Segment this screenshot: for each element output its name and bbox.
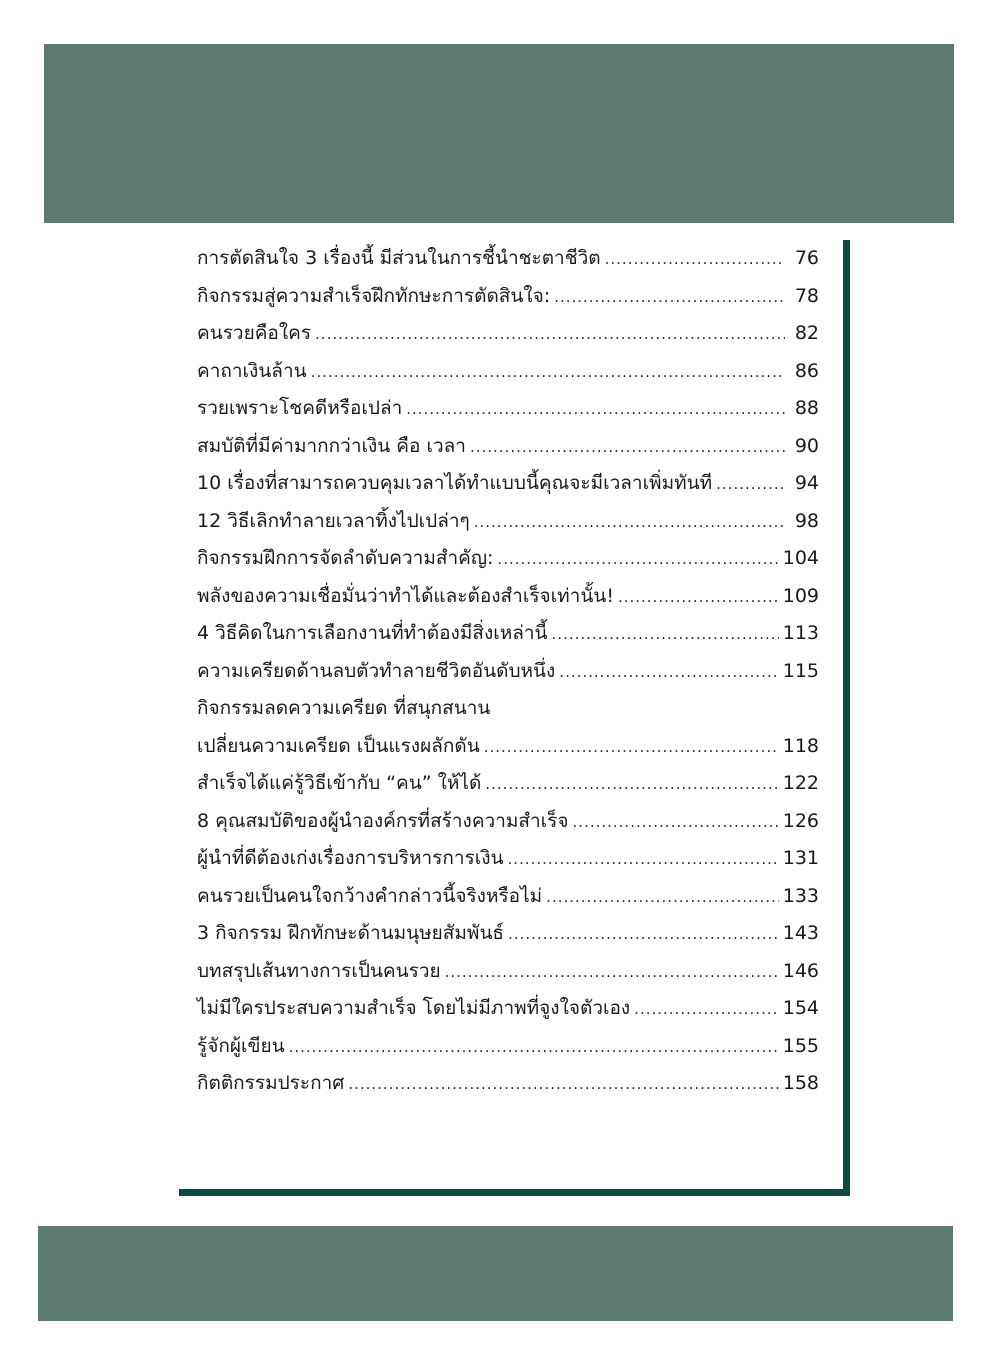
- toc-dot-leader: [634, 991, 779, 1029]
- toc-entry-page: 98: [794, 509, 819, 532]
- toc-entry-page: 131: [782, 847, 819, 869]
- frame-bottom-border: [179, 1189, 850, 1196]
- toc-entry-title: 4 วิธีคิดในการเลือกงานที่ทำต้องมีสิ่งเหล่านี้: [197, 622, 548, 644]
- toc-dot-leader: [315, 316, 785, 354]
- toc-entry-page: 154: [782, 997, 819, 1019]
- toc-entry[interactable]: [197, 878, 819, 916]
- toc-dot-leader: [552, 616, 779, 654]
- toc-entry-title: คนรวยเป็นคนใจกว้างคำกล่าวนี้จริงหรือไม่: [197, 884, 543, 907]
- toc-dot-leader: [289, 1029, 779, 1067]
- header-band: [44, 44, 954, 223]
- toc-dot-leader: [497, 541, 778, 579]
- toc-entry-title: กิจกรรมสู่ความสำเร็จฝึกทักษะการตัดสินใจ:: [197, 284, 551, 307]
- toc-dot-leader: [311, 354, 785, 392]
- toc-dot-leader: [559, 654, 778, 692]
- toc-entry-page: 143: [782, 922, 819, 944]
- toc-entry-page: 109: [782, 584, 819, 607]
- toc-entry-page: 78: [794, 284, 819, 307]
- toc-dot-leader: [484, 729, 779, 767]
- toc-dot-leader: [485, 766, 778, 804]
- toc-dot-leader: [470, 429, 785, 467]
- toc-dot-leader: [508, 841, 779, 879]
- toc-dot-leader: [445, 954, 779, 992]
- toc-dot-leader: [348, 1066, 778, 1104]
- toc-entry[interactable]: [197, 990, 819, 1028]
- toc-entry-title: คนรวยคือใคร: [197, 322, 312, 344]
- toc-dot-leader: [605, 241, 785, 279]
- toc-entry-page: 118: [782, 734, 819, 757]
- toc-entry-title: สำเร็จได้แค่รู้วิธีเข้ากับ “คน” ให้ได้: [197, 772, 482, 794]
- toc-entry[interactable]: [197, 315, 819, 353]
- toc-entry-title: ความเครียดด้านลบตัวทำลายชีวิตอันดับหนึ่ง: [197, 659, 556, 682]
- table-of-contents: [197, 240, 819, 1103]
- toc-entry-page: 155: [782, 1034, 819, 1057]
- toc-entry[interactable]: [197, 765, 819, 803]
- toc-entry[interactable]: [197, 578, 819, 616]
- toc-entry-page: 82: [794, 322, 819, 344]
- toc-entry-title: พลังของความเชื่อมั่นว่าทำได้และต้องสำเร็จเท่านั้น!: [197, 584, 614, 607]
- toc-dot-leader: [554, 279, 785, 317]
- toc-entry[interactable]: [197, 240, 819, 278]
- toc-entry-title: 12 วิธีเลิกทำลายเวลาทิ้งไปเปล่าๆ: [197, 509, 470, 532]
- toc-entry[interactable]: [197, 615, 819, 653]
- toc-entry-title: กิตติกรรมประกาศ: [197, 1072, 345, 1094]
- toc-entry-page: 76: [794, 247, 819, 269]
- toc-entry-title: เปลี่ยนความเครียด เป็นแรงผลักดัน: [197, 734, 480, 757]
- toc-dot-leader: [618, 579, 779, 617]
- toc-dot-leader: [474, 504, 785, 542]
- toc-entry-title: การตัดสินใจ 3 เรื่องนี้ มีส่วนในการชี้นำชะตาชีวิต: [197, 247, 601, 269]
- toc-entry-page: 115: [782, 659, 819, 682]
- toc-entry[interactable]: [197, 728, 819, 766]
- toc-entry-title: คาถาเงินล้าน: [197, 359, 307, 382]
- toc-entry[interactable]: [197, 1065, 819, 1103]
- toc-entry-page: 104: [782, 547, 819, 569]
- toc-entry-title: 10 เรื่องที่สามารถควบคุมเวลาได้ทำแบบนี้คุณจะมีเวลาเพิ่มทันที: [197, 472, 713, 494]
- toc-entry[interactable]: [197, 1028, 819, 1066]
- toc-entry-page: 86: [794, 359, 819, 382]
- toc-dot-leader: [406, 391, 785, 429]
- toc-entry-title: รวยเพราะโชคดีหรือเปล่า: [197, 397, 403, 419]
- toc-entry-page: 133: [782, 884, 819, 907]
- footer-band: [38, 1226, 953, 1321]
- toc-entry-page: 158: [782, 1072, 819, 1094]
- toc-dot-leader: [716, 466, 785, 504]
- toc-entry-title: บทสรุปเส้นทางการเป็นคนรวย: [197, 959, 441, 982]
- toc-entry[interactable]: [197, 278, 819, 316]
- toc-entry-title: 3 กิจกรรม ฝึกทักษะด้านมนุษยสัมพันธ์: [197, 922, 505, 944]
- toc-entry[interactable]: [197, 353, 819, 391]
- toc-entry-page: 146: [782, 959, 819, 982]
- toc-entry[interactable]: [197, 428, 819, 466]
- toc-entry[interactable]: [197, 803, 819, 841]
- toc-entry-page: 90: [794, 434, 819, 457]
- toc-entry[interactable]: [197, 840, 819, 878]
- toc-entry-page: 113: [782, 622, 819, 644]
- toc-entry-title: รู้จักผู้เขียน: [197, 1034, 285, 1057]
- toc-entry-page: 122: [782, 772, 819, 794]
- toc-entry[interactable]: [197, 540, 819, 578]
- toc-dot-leader: [573, 804, 779, 842]
- frame-right-border: [843, 240, 850, 1196]
- toc-dot-leader: [508, 916, 779, 954]
- toc-entry-title: ไม่มีใครประสบความสำเร็จ โดยไม่มีภาพที่จูงใจตัวเอง: [197, 997, 631, 1019]
- toc-entry-title: 8 คุณสมบัติของผู้นำองค์กรที่สร้างความสำเร็จ: [197, 809, 569, 832]
- toc-entry-title: กิจกรรมลดความเครียด ที่สนุกสนาน: [197, 697, 491, 719]
- toc-entry[interactable]: [197, 653, 819, 691]
- toc-dot-leader: [546, 879, 779, 917]
- toc-entry-title: ผู้นำที่ดีต้องเก่งเรื่องการบริหารการเงิน: [197, 847, 504, 869]
- toc-entry-title: กิจกรรมฝึกการจัดลำดับความสำคัญ:: [197, 547, 494, 569]
- toc-entry[interactable]: [197, 690, 819, 728]
- toc-entry[interactable]: [197, 503, 819, 541]
- toc-entry-page: 94: [794, 472, 819, 494]
- toc-entry[interactable]: [197, 465, 819, 503]
- toc-entry[interactable]: [197, 953, 819, 991]
- toc-entry-page: 88: [794, 397, 819, 419]
- toc-entry[interactable]: [197, 915, 819, 953]
- toc-entry-page: 126: [782, 809, 819, 832]
- toc-entry[interactable]: [197, 390, 819, 428]
- toc-entry-title: สมบัติที่มีค่ามากกว่าเงิน คือ เวลา: [197, 434, 466, 457]
